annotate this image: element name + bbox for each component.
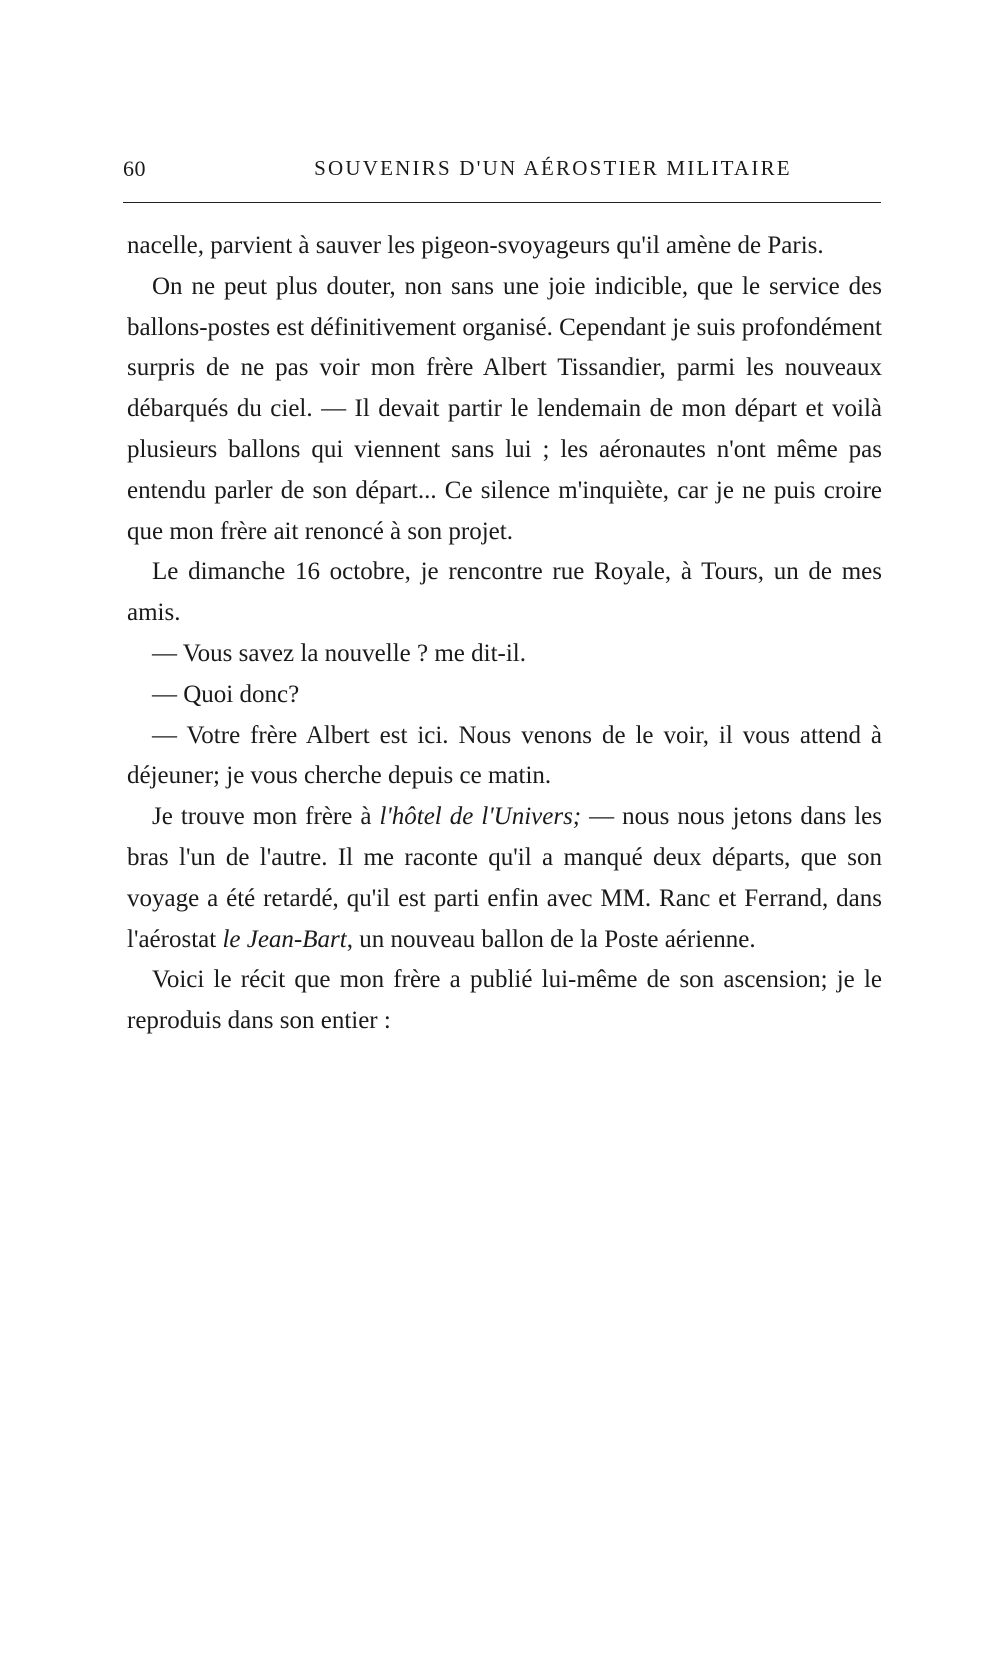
dialogue-line-news: — Vous savez la nouvelle ? me dit-il.: [152, 639, 526, 667]
body-text: [127, 226, 882, 1042]
dialogue-line-answer: — Votre frère Albert est ici. Nous venons de le voir, il vous attend à déjeuner; je vous cherche depuis ce matin.: [127, 721, 882, 790]
running-head: [123, 156, 880, 186]
reunion-text-end: , un nouveau ballon de la Poste aérienne.: [346, 925, 756, 953]
reunion-text-middle: — nous nous jetons dans les bras l'un de l'autre. Il me raconte qu'il a manqué deux départs, que son voyage a été retardé, qu'il est parti enfin avec MM. Ranc et Ferrand, dans l'aérostat: [127, 803, 882, 953]
paragraph-continuation: nacelle, parvient à sauver les pigeon-svoyageurs qu'il amène de Paris.: [127, 232, 824, 259]
reunion-text-start: Je trouve mon frère à: [152, 803, 380, 831]
header-rule: [123, 202, 881, 203]
paragraph-sunday-meeting: Le dimanche 16 octobre, je rencontre rue Royale, à Tours, un de mes amis.: [127, 558, 882, 627]
dialogue-line-question: — Quoi donc?: [152, 680, 300, 708]
paragraph-reunion: [127, 797, 882, 960]
paragraph-balloon-service: On ne peut plus douter, non sans une joie indicible, que le service des ballons-postes est définitivement organisé. Cependant je suis profondément surpris de ne pas voir mon frère Albert Tissandier, parmi les nouveaux débarqués du ciel. — Il devait partir le lendemain de mon départ et voilà plusieurs ballons qui viennent sans lui ; les aéronautes n'ont même pas entendu parler de son départ... Ce silence m'inquiète, car je ne puis croire que mon frère ait renoncé à son projet.: [127, 272, 882, 545]
running-title: SOUVENIRS D'UN AÉROSTIER MILITAIRE: [314, 156, 792, 180]
page-number: 60: [123, 156, 146, 181]
balloon-name: le Jean-Bart: [222, 925, 347, 953]
hotel-name: l'hôtel de l'Univers;: [379, 803, 582, 831]
paragraph-narrative-intro: Voici le récit que mon frère a publié lui-même de son ascension; je le reproduis dans son entier :: [127, 966, 882, 1035]
